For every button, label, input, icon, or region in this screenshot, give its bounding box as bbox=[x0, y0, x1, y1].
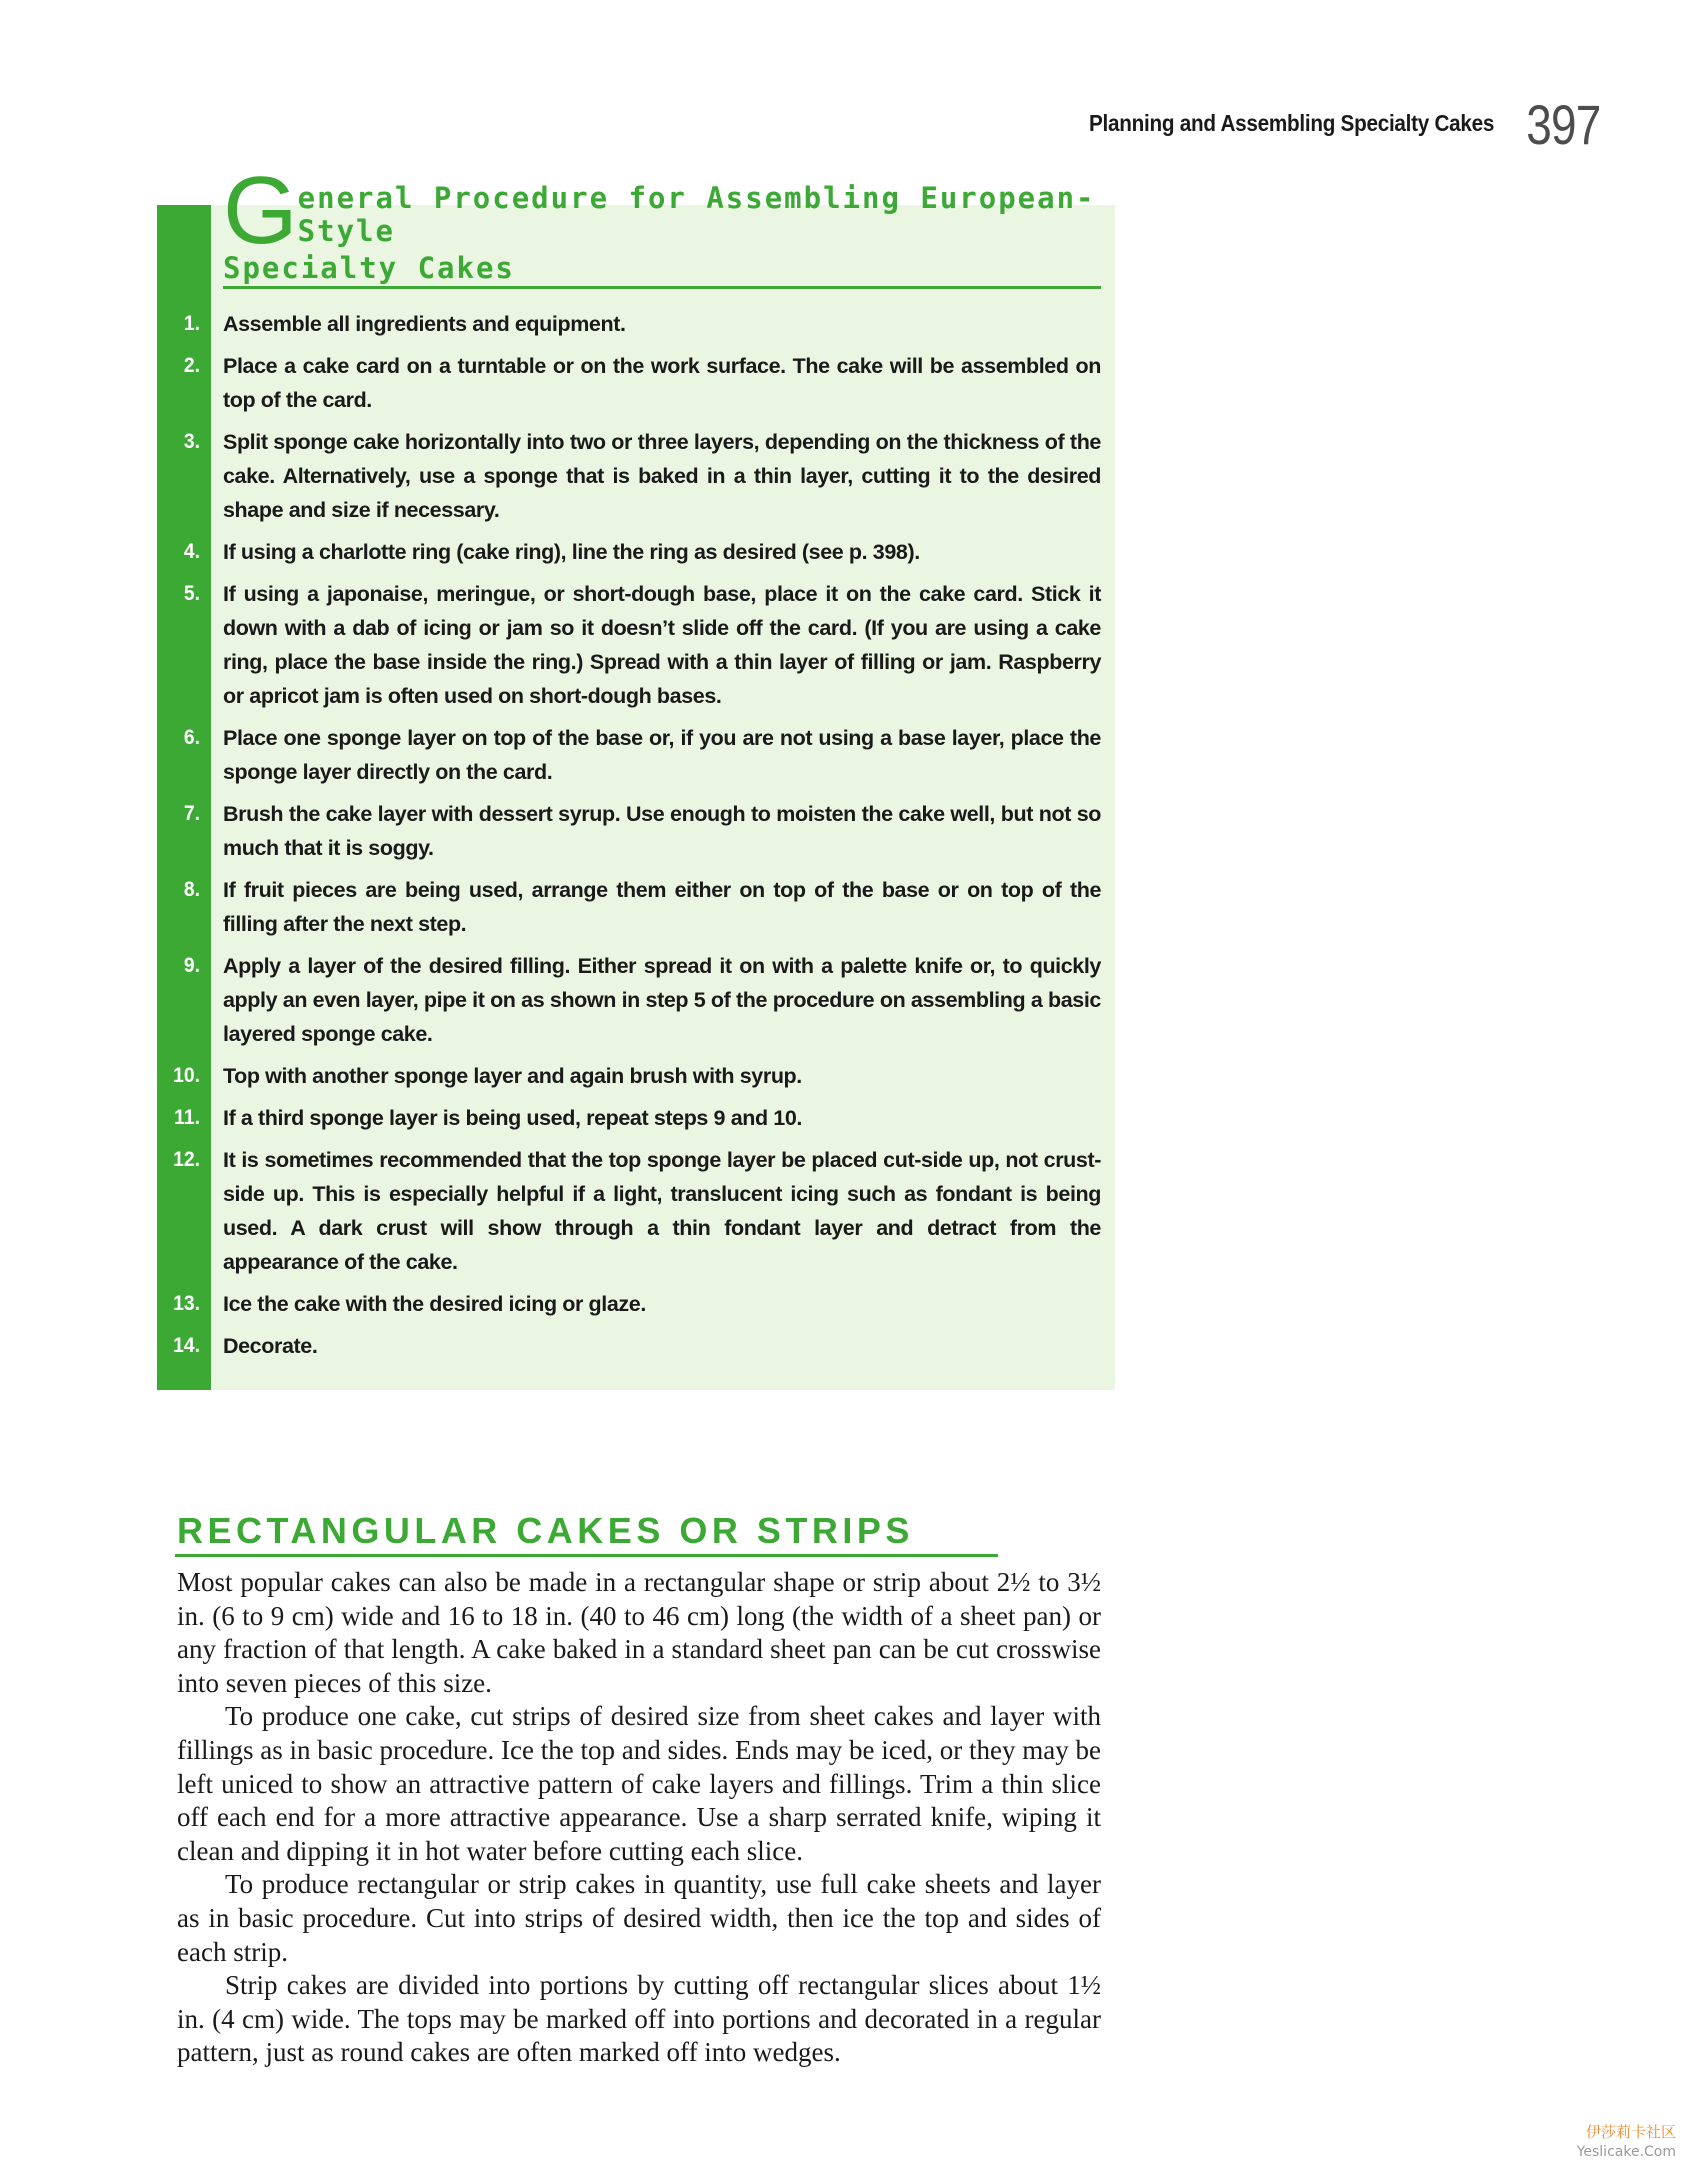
step-text: Decorate. bbox=[223, 1334, 318, 1358]
procedure-step bbox=[157, 1059, 1115, 1093]
procedure-step bbox=[157, 535, 1115, 569]
step-text: Assemble all ingredients and equipment. bbox=[223, 312, 626, 336]
step-number: 3. bbox=[183, 430, 200, 453]
procedure-title-line2: Specialty Cakes bbox=[223, 251, 515, 285]
procedure-steps bbox=[157, 307, 1115, 1371]
body-paragraph: Most popular cakes can also be made in a rectangular shape or strip about 2½ to 3½ in. (6 to 9 cm) wide and 16 to 18 in. (40 to 46 cm) long (the width of a sheet pan) or any fraction of that length. A cake baked in a standard sheet pan can be cut crosswise into seven pieces of this size. bbox=[177, 1567, 1101, 1698]
procedure-title-rule bbox=[223, 286, 1101, 289]
procedure-title-initial: G bbox=[223, 157, 298, 264]
step-text: If using a charlotte ring (cake ring), line the ring as desired (see p. 398). bbox=[223, 540, 920, 564]
step-text: Brush the cake layer with dessert syrup. Use enough to moisten the cake well, but not so much that it is soggy. bbox=[223, 802, 1101, 860]
procedure-title bbox=[223, 157, 1101, 285]
step-number: 7. bbox=[183, 802, 200, 825]
step-number: 5. bbox=[183, 582, 200, 605]
step-number: 1. bbox=[183, 312, 200, 335]
step-number: 10. bbox=[173, 1064, 200, 1087]
step-text: Top with another sponge layer and again brush with syrup. bbox=[223, 1064, 802, 1088]
step-number: 6. bbox=[183, 726, 200, 749]
step-text: Place a cake card on a turntable or on the work surface. The cake will be assembled on top of the card. bbox=[223, 354, 1101, 412]
procedure-step bbox=[157, 949, 1115, 1051]
section-heading-rule bbox=[175, 1554, 998, 1557]
step-number: 8. bbox=[183, 878, 200, 901]
watermark-line2: Yeslicake.Com bbox=[1576, 2144, 1676, 2160]
procedure-step bbox=[157, 1287, 1115, 1321]
procedure-step bbox=[157, 873, 1115, 941]
watermark-line1: 伊莎莉卡社区 bbox=[1585, 2123, 1676, 2141]
body-paragraph: Strip cakes are divided into portions by cutting off rectangular slices about 1½ in. (4 cm) wide. The tops may be marked off into portions and decorated in a regular pattern, just as round cakes are often marked off into wedges. bbox=[177, 1970, 1101, 2068]
procedure-step bbox=[157, 307, 1115, 341]
procedure-step bbox=[157, 1143, 1115, 1279]
running-header bbox=[1000, 92, 1600, 162]
body-paragraph: To produce rectangular or strip cakes in quantity, use full cake sheets and layer as in basic procedure. Cut into strips of desired width, then ice the top and sides of each strip. bbox=[177, 1869, 1101, 1967]
step-text: Split sponge cake horizontally into two or three layers, depending on the thickness of the cake. Alternatively, use a sponge that is baked in a thin layer, cutting it to the desired shape and size if necessary. bbox=[223, 430, 1101, 522]
step-number: 13. bbox=[173, 1292, 200, 1315]
procedure-step bbox=[157, 577, 1115, 713]
procedure-step bbox=[157, 721, 1115, 789]
step-number: 12. bbox=[173, 1148, 200, 1171]
procedure-step bbox=[157, 1101, 1115, 1135]
procedure-step bbox=[157, 425, 1115, 527]
procedure-step bbox=[157, 349, 1115, 417]
step-text: If fruit pieces are being used, arrange them either on top of the base or on top of the filling after the next step. bbox=[223, 878, 1101, 936]
procedure-step bbox=[157, 1329, 1115, 1363]
section-heading: RECTANGULAR CAKES OR STRIPS bbox=[177, 1510, 914, 1551]
body-paragraph: To produce one cake, cut strips of desired size from sheet cakes and layer with fillings as in basic procedure. Ice the top and sides. Ends may be iced, or they may be left uniced to show an attractive pattern of cake layers and fillings. Trim a thin slice off each end for a more attractive appearance. Use a sharp serrated knife, wiping it clean and dipping it in hot water before cutting each slice. bbox=[177, 1701, 1101, 1866]
procedure-step bbox=[157, 797, 1115, 865]
procedure-title-line1: eneral Procedure for Assembling European-Style bbox=[297, 181, 1096, 248]
procedure-box bbox=[157, 157, 1115, 1390]
step-text: Apply a layer of the desired filling. Either spread it on with a palette knife or, to quickly apply an even layer, pipe it on as shown in step 5 of the procedure on assembling a basic layered sponge cake. bbox=[223, 954, 1101, 1046]
running-title: Planning and Assembling Specialty Cakes bbox=[1088, 110, 1494, 136]
step-number: 14. bbox=[173, 1334, 200, 1357]
step-number: 11. bbox=[174, 1106, 200, 1129]
step-text: If a third sponge layer is being used, repeat steps 9 and 10. bbox=[223, 1106, 802, 1130]
step-number: 2. bbox=[183, 354, 200, 377]
page-number: 397 bbox=[1525, 93, 1600, 156]
step-number: 4. bbox=[183, 540, 200, 563]
step-text: Place one sponge layer on top of the base or, if you are not using a base layer, place the sponge layer directly on the card. bbox=[223, 726, 1101, 784]
step-text: If using a japonaise, meringue, or short-dough base, place it on the cake card. Stick it down with a dab of icing or jam so it doesn’t slide off the card. (If you are using a cake ring, place the base inside the ring.) Spread with a thin layer of filling or jam. Raspberry or apricot jam is often used on short-dough bases. bbox=[223, 582, 1101, 708]
step-number: 9. bbox=[183, 954, 200, 977]
step-text: Ice the cake with the desired icing or glaze. bbox=[223, 1292, 646, 1316]
section-body bbox=[177, 1566, 1101, 2070]
watermark bbox=[1577, 2122, 1676, 2162]
step-text: It is sometimes recommended that the top sponge layer be placed cut-side up, not crust-side up. This is especially helpful if a light, translucent icing such as fondant is being used. A dark crust will show through a thin fondant layer and detract from the appearance of the cake. bbox=[223, 1148, 1101, 1274]
